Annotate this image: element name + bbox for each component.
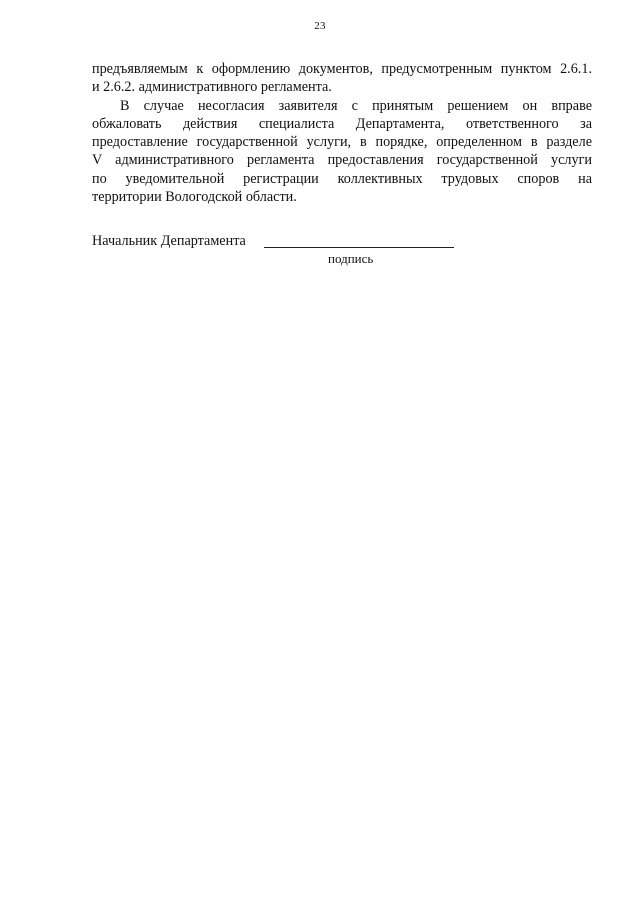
text-line: по уведомительной регистрации коллективных трудовых споров на <box>92 170 592 187</box>
paragraph-continuation <box>92 60 592 97</box>
paragraph-appeal <box>92 97 592 207</box>
document-body <box>92 60 592 206</box>
signature-block <box>92 233 472 273</box>
page-number: 23 <box>314 20 326 32</box>
text-line: предоставление государственной услуги, в порядке, определенном в разделе <box>92 134 592 151</box>
text-line: и 2.6.2. административного регламента. <box>92 79 332 96</box>
text-line: В случае несогласия заявителя с принятым решением он вправе <box>120 97 592 114</box>
signature-caption: подпись <box>328 251 374 266</box>
signature-title: Начальник Департамента <box>92 233 246 249</box>
text-line: обжаловать действия специалиста Департамента, ответственного за <box>92 115 592 132</box>
text-line: территории Вологодской области. <box>92 189 297 206</box>
signature-line <box>264 247 454 248</box>
text-line: предъявляемым к оформлению документов, предусмотренным пунктом 2.6.1. <box>92 61 592 77</box>
text-line: V административного регламента предоставления государственной услуги <box>92 152 592 169</box>
